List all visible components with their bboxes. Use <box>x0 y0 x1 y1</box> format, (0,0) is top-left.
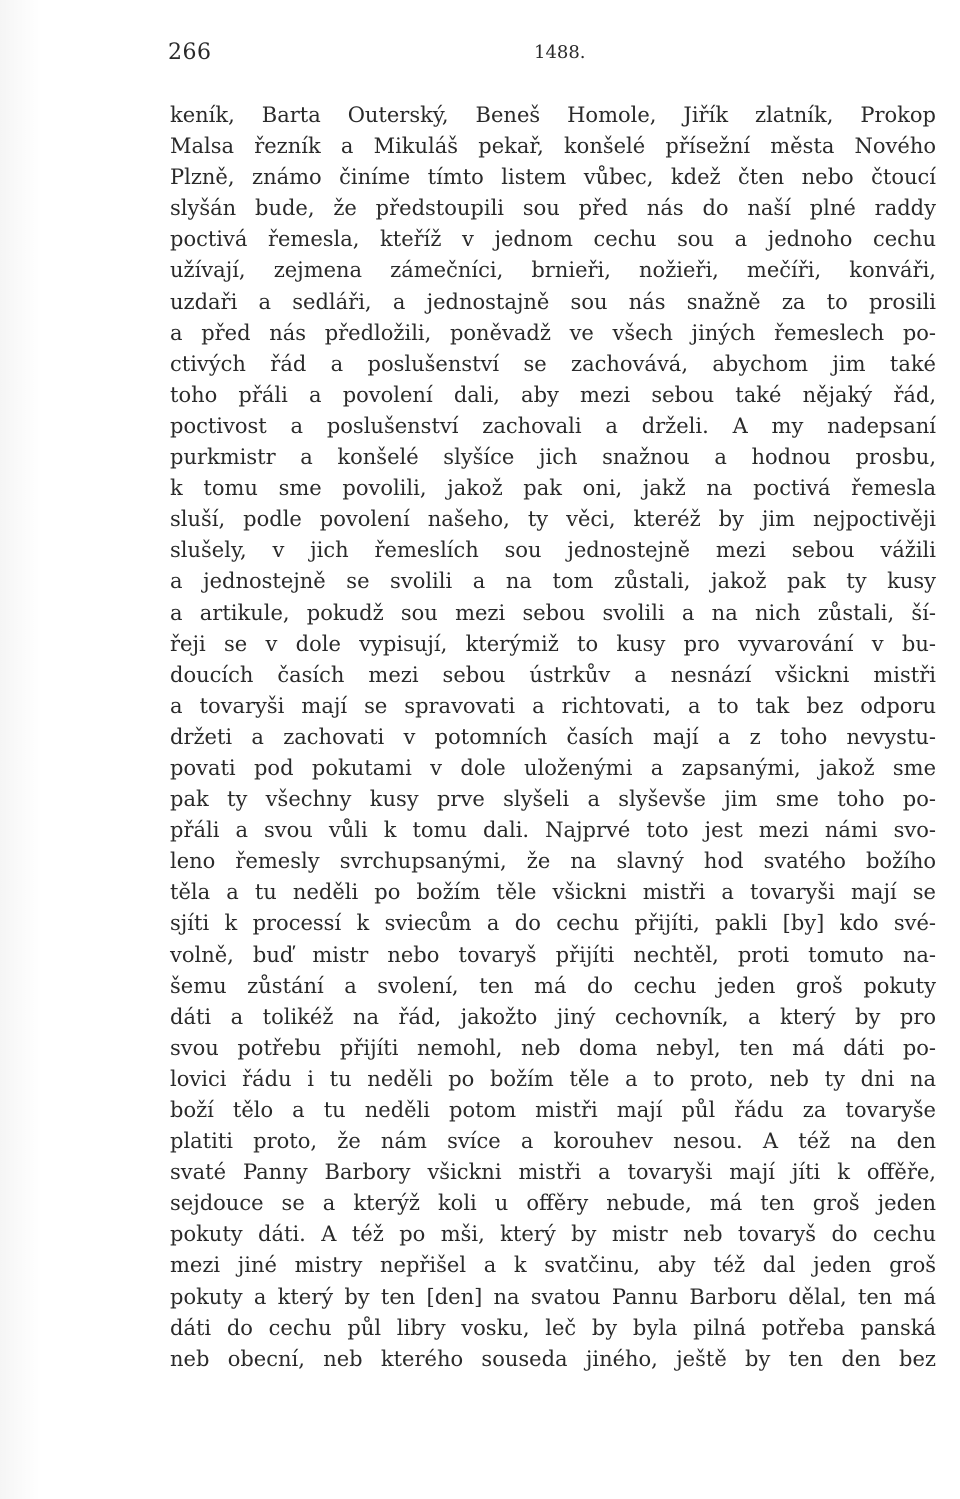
text-line: platiti proto, že nám svíce a korouhev nesou. A též na den <box>170 1129 936 1154</box>
text-line: těla a tu neděli po božím těle všickni mistři a tovaryši mají se <box>170 880 936 905</box>
text-line: ctivých řád a poslušenství se zachovává, abychom jim také <box>170 351 936 376</box>
text-line: sejdouce se a kterýž koli u offěry nebude, má ten groš jeden <box>170 1191 936 1216</box>
text-line: a jednostejně se svolili a na tom zůstali, jakož pak ty kusy <box>170 569 936 594</box>
text-line: purkmistr a konšelé slyšíce jich snažnou a hodnou prosbu, <box>170 445 936 470</box>
body-text <box>170 100 936 1375</box>
text-line: boží tělo a tu neděli potom mistři mají půl řádu za tovaryše <box>170 1098 936 1122</box>
page-year-heading: 1488. <box>534 42 586 63</box>
text-line: leno řemesly svrchupsanými, že na slavný hod svatého božího <box>170 849 936 874</box>
text-line: Plzně, známo činíme tímto listem vůbec, kdež čten nebo čtoucí <box>170 165 936 190</box>
text-line: a tovaryši mají se spravovati a richtovati, a to tak bez odporu <box>170 693 936 718</box>
text-line: dáti do cechu půl libry vosku, leč by byla pilná potřeba panská <box>170 1315 936 1340</box>
scan-edge-shadow <box>0 0 40 1499</box>
text-line: svaté Panny Barbory všickni mistři a tovaryši mají jíti k offěře, <box>170 1160 936 1185</box>
text-line: držeti a zachovati v potomních časích mají a z toho nevystu- <box>170 724 936 749</box>
text-line: mezi jiné mistry nepřišel a k svatčinu, aby též dal jeden groš <box>170 1253 936 1278</box>
text-line: šemu zůstání a svolení, ten má do cechu jeden groš pokuty <box>170 973 936 998</box>
page-number: 266 <box>168 40 212 65</box>
text-line: dáti a tolikéž na řád, jakožto jiný cechovník, a který by pro <box>170 1004 936 1029</box>
text-line: řeji se v dole vypisují, kterýmiž to kusy pro vyvarování v bu- <box>170 631 936 656</box>
text-line: pak ty všechny kusy prve slyšeli a slyševše jim sme toho po- <box>170 787 936 812</box>
text-line: keník, Barta Outerský, Beneš Homole, Jiřík zlatník, Prokop <box>170 103 936 127</box>
text-line: Malsa řezník a Mikuláš pekař, konšelé přísežní města Nového <box>170 134 936 159</box>
text-line: neb obecní, neb kterého souseda jiného, ještě by ten den bez <box>170 1346 936 1371</box>
text-line: k tomu sme povolili, jakož pak oni, jakž na poctivá řemesla <box>170 476 936 501</box>
text-line: a před nás předložili, poněvadž ve všech jiných řemeslech po- <box>170 320 936 345</box>
text-line: toho přáli a povolení dali, aby mezi sebou také nějaký řád, <box>170 382 936 407</box>
text-line: povati pod pokutami v dole uloženými a zapsanými, jakož sme <box>170 755 936 780</box>
text-line: lovici řádu i tu neděli po božím těle a to proto, neb ty dni na <box>170 1066 936 1091</box>
text-line: užívají, zejmena zámečníci, brnieři, nožieři, mečíři, konváři, <box>170 258 936 283</box>
text-line: volně, buď mistr nebo tovaryš přijíti nechtěl, proti tomuto na- <box>170 942 936 967</box>
text-line: pokuty a který by ten [den] na svatou Pannu Barboru dělal, ten má <box>170 1284 936 1309</box>
text-line: slušely, v jich řemeslích sou jednostejně mezi sebou vážili <box>170 538 936 563</box>
text-line: přáli a svou vůli k tomu dali. Najprvé toto jest mezi námi svo- <box>170 818 936 843</box>
text-line: sluší, podle povolení našeho, ty věci, kteréž by jim nejpoctivěji <box>170 507 936 532</box>
text-line: svou potřebu přijíti nemohl, neb doma nebyl, ten má dáti po- <box>170 1035 936 1060</box>
text-line: pokuty dáti. A též po mši, který by mistr neb tovaryš do cechu <box>170 1222 936 1247</box>
text-line: uzdaři a sedláři, a jednostajně sou nás snažně za to prosili <box>170 289 936 314</box>
text-line: a artikule, pokudž sou mezi sebou svolili a na nich zůstali, ší- <box>170 600 936 625</box>
text-line: sjíti k processí k sviecům a do cechu přijíti, pakli [by] kdo své- <box>170 911 936 936</box>
text-line: poctivá řemesla, kteříž v jednom cechu sou a jednoho cechu <box>170 227 936 252</box>
text-line: doucích časích mezi sebou ústrkův a nesnází všickni mistři <box>170 662 936 687</box>
text-line: poctivost a poslušenství zachovali a drželi. A my nadepsaní <box>170 413 936 438</box>
text-line: slyšán bude, že předstoupili sou před nás do naší plné raddy <box>170 196 936 221</box>
